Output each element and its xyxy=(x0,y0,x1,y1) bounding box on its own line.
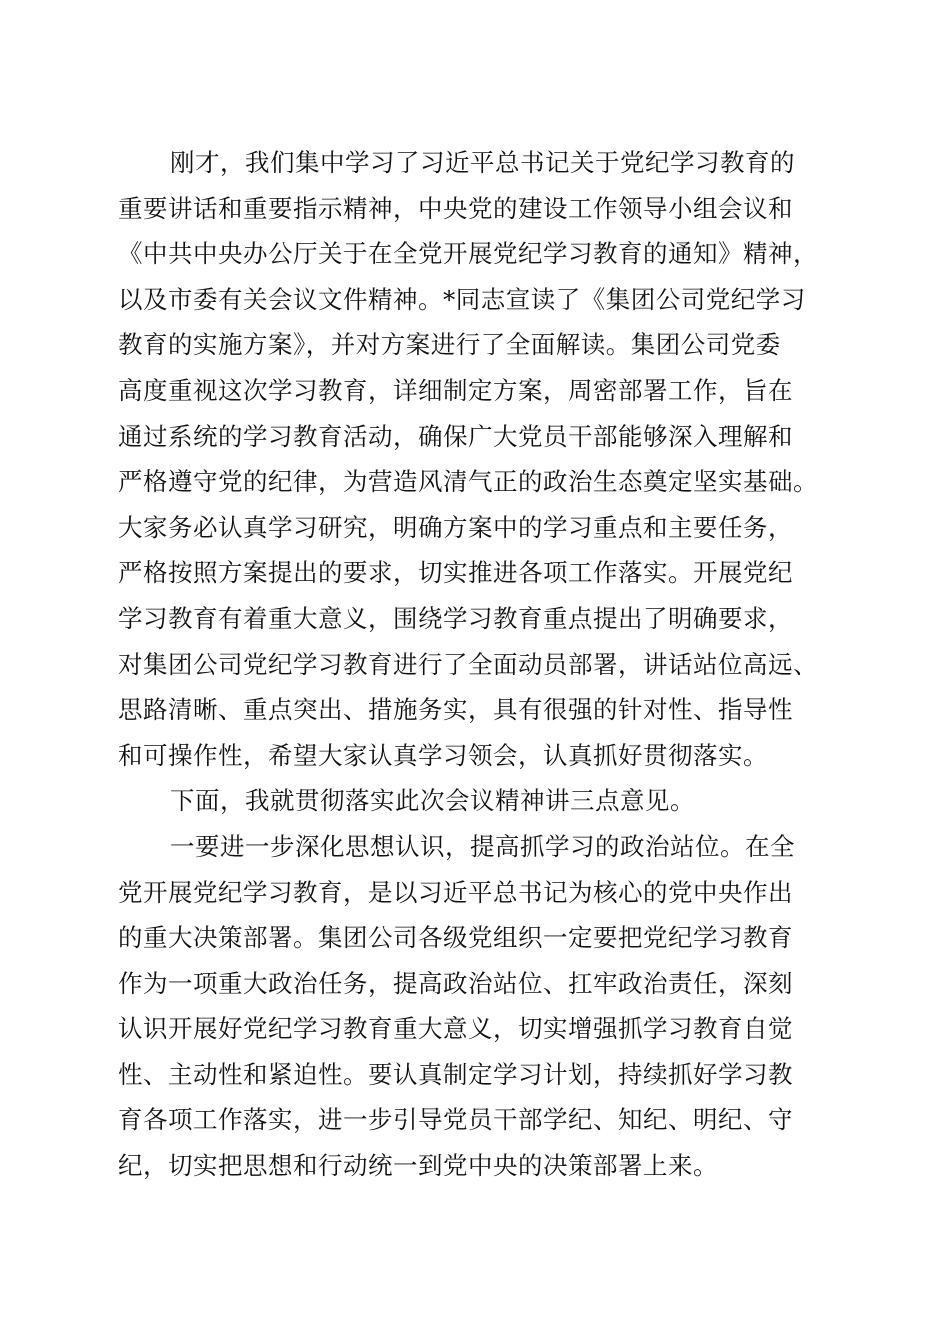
paragraph-1-line-9: 大家务必认真学习研究，明确方案中的学习重点和主要任务， xyxy=(118,512,793,542)
paragraph-1-line-3: 《中共中央办公厅关于在全党开展党纪学习教育的通知》精神， xyxy=(118,239,818,269)
paragraph-1-line-12: 对集团公司党纪学习教育进行了全面动员部署，讲话站位高远、 xyxy=(118,649,818,679)
document-body xyxy=(118,140,858,1189)
paragraph-1-line-10: 严格按照方案提出的要求，切实推进各项工作落实。开展党纪 xyxy=(118,558,793,588)
paragraph-1-line-5: 教育的实施方案》，并对方案进行了全面解读。集团公司党委 xyxy=(118,330,781,360)
paragraph-1-line-14: 和可操作性，希望大家认真学习领会，认真抓好贯彻落实。 xyxy=(118,740,768,770)
paragraph-1-line-8: 严格遵守党的纪律，为营造风清气正的政治生态奠定坚实基础。 xyxy=(118,467,818,497)
paragraph-1-line-11: 学习教育有着重大意义，围绕学习教育重点提出了明确要求， xyxy=(118,603,793,633)
paragraph-3-line-4: 作为一项重大政治任务，提高政治站位、扛牢政治责任，深刻 xyxy=(118,968,793,998)
paragraph-3-line-8: 纪，切实把思想和行动统一到党中央的决策部署上来。 xyxy=(118,1151,718,1181)
paragraph-3-line-1: 一要进一步深化思想认识，提高抓学习的政治站位。在全 xyxy=(170,831,795,861)
paragraph-3-line-5: 认识开展好党纪学习教育重大意义，切实增强抓学习教育自觉 xyxy=(118,1014,793,1044)
paragraph-1-line-2: 重要讲话和重要指示精神，中央党的建设工作领导小组会议和 xyxy=(118,193,793,223)
paragraph-3-line-2: 党开展党纪学习教育，是以习近平总书记为核心的党中央作出 xyxy=(118,877,793,907)
paragraph-1-line-6: 高度重视这次学习教育，详细制定方案，周密部署工作，旨在 xyxy=(118,375,793,405)
paragraph-3-line-6: 性、主动性和紧迫性。要认真制定学习计划，持续抓好学习教 xyxy=(118,1059,793,1089)
paragraph-2-line-1: 下面，我就贯彻落实此次会议精神讲三点意见。 xyxy=(170,786,695,816)
paragraph-3-line-7: 育各项工作落实，进一步引导党员干部学纪、知纪、明纪、守 xyxy=(118,1105,793,1135)
paragraph-1-line-13: 思路清晰、重点突出、措施务实，具有很强的针对性、指导性 xyxy=(118,695,793,725)
paragraph-1-line-7: 通过系统的学习教育活动，确保广大党员干部能够深入理解和 xyxy=(118,421,793,451)
paragraph-1-line-4: 以及市委有关会议文件精神。*同志宣读了《集团公司党纪学习 xyxy=(118,284,806,314)
paragraph-3-line-3: 的重大决策部署。集团公司各级党组织一定要把党纪学习教育 xyxy=(118,923,793,953)
paragraph-1-line-1: 刚才，我们集中学习了习近平总书记关于党纪学习教育的 xyxy=(170,148,795,177)
